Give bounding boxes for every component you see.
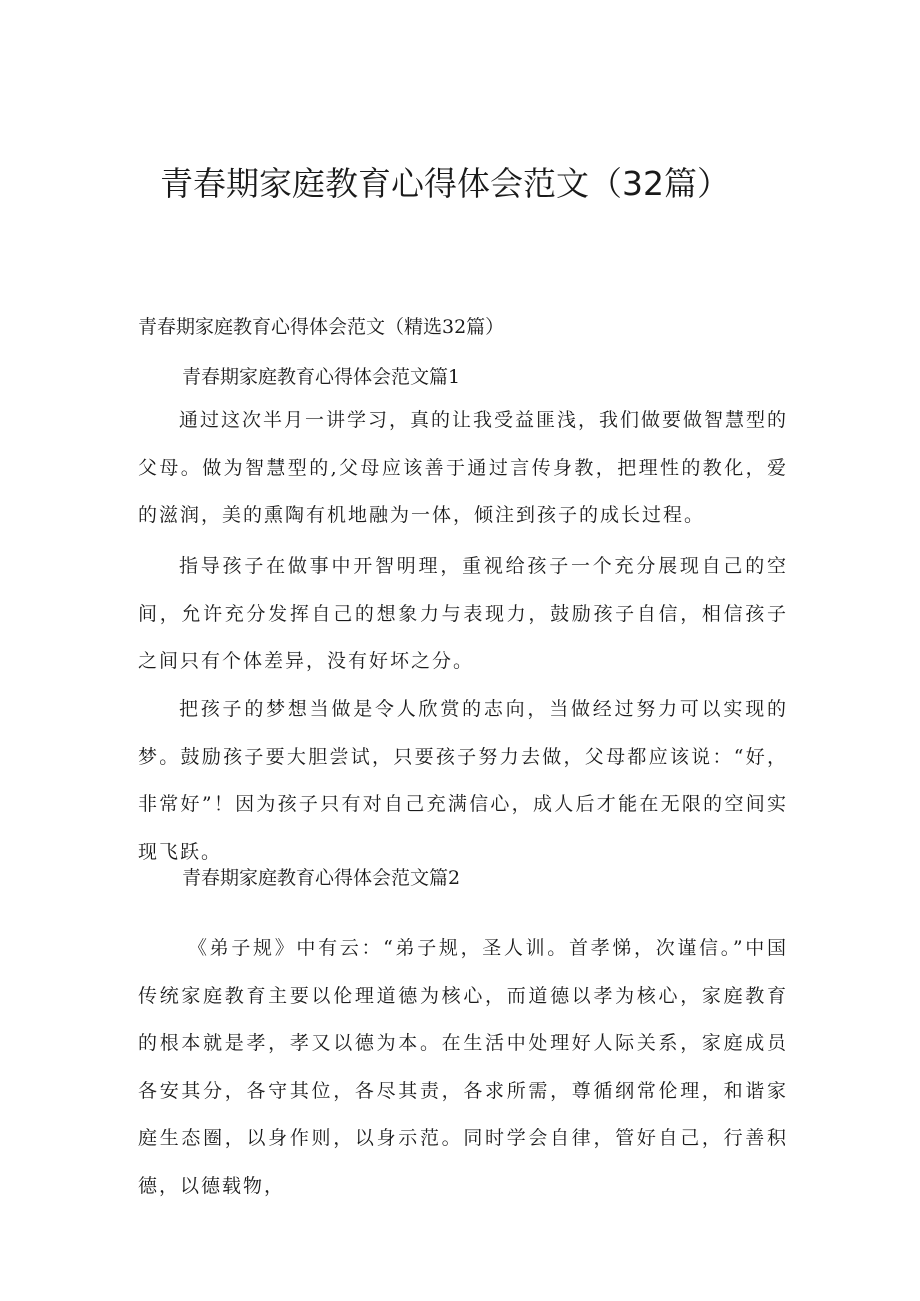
section-heading-2: 青春期家庭教育心得体会范文篇2 xyxy=(182,867,461,889)
paragraph-1-1: 通过这次半月一讲学习，真的让我受益匪浅，我们做要做智慧型的父母。做为智慧型的,父母应该善于通过言传身教，把理性的教化，爱的滋润，美的熏陶有机地融为一体，倾注到孩子的成长过程。 xyxy=(138,409,789,526)
document-subtitle: 青春期家庭教育心得体会范文（精选32篇） xyxy=(138,316,505,338)
paragraph-1-3: 把孩子的梦想当做是令人欣赏的志向，当做经过努力可以实现的梦。鼓励孩子要大胆尝试，只要孩子努力去做，父母都应该说：“好，非常好”！因为孩子只有对自己充满信心，成人后才能在无限的空间实现飞跃。 xyxy=(138,698,788,863)
document-title: 青春期家庭教育心得体会范文（32篇） xyxy=(160,164,730,203)
paragraph-2-1: 《弟子规》中有云：“弟子规，圣人训。首孝悌，次谨信。”中国传统家庭教育主要以伦理道德为核心，而道德以孝为核心，家庭教育的根本就是孝，孝又以德为本。在生活中处理好人际关系，家庭成员各安其分，各守其位，各尽其责，各求所需，尊循纲常伦理，和谐家庭生态圈，以身作则，以身示范。同时学会自律，管好自己，行善积德，以德载物， xyxy=(138,937,788,1197)
section-heading-1: 青春期家庭教育心得体会范文篇1 xyxy=(182,366,461,388)
paragraph-1-2: 指导孩子在做事中开智明理，重视给孩子一个充分展现自己的空间，允许充分发挥自己的想象力与表现力，鼓励孩子自信，相信孩子之间只有个体差异，没有好坏之分。 xyxy=(138,555,788,672)
